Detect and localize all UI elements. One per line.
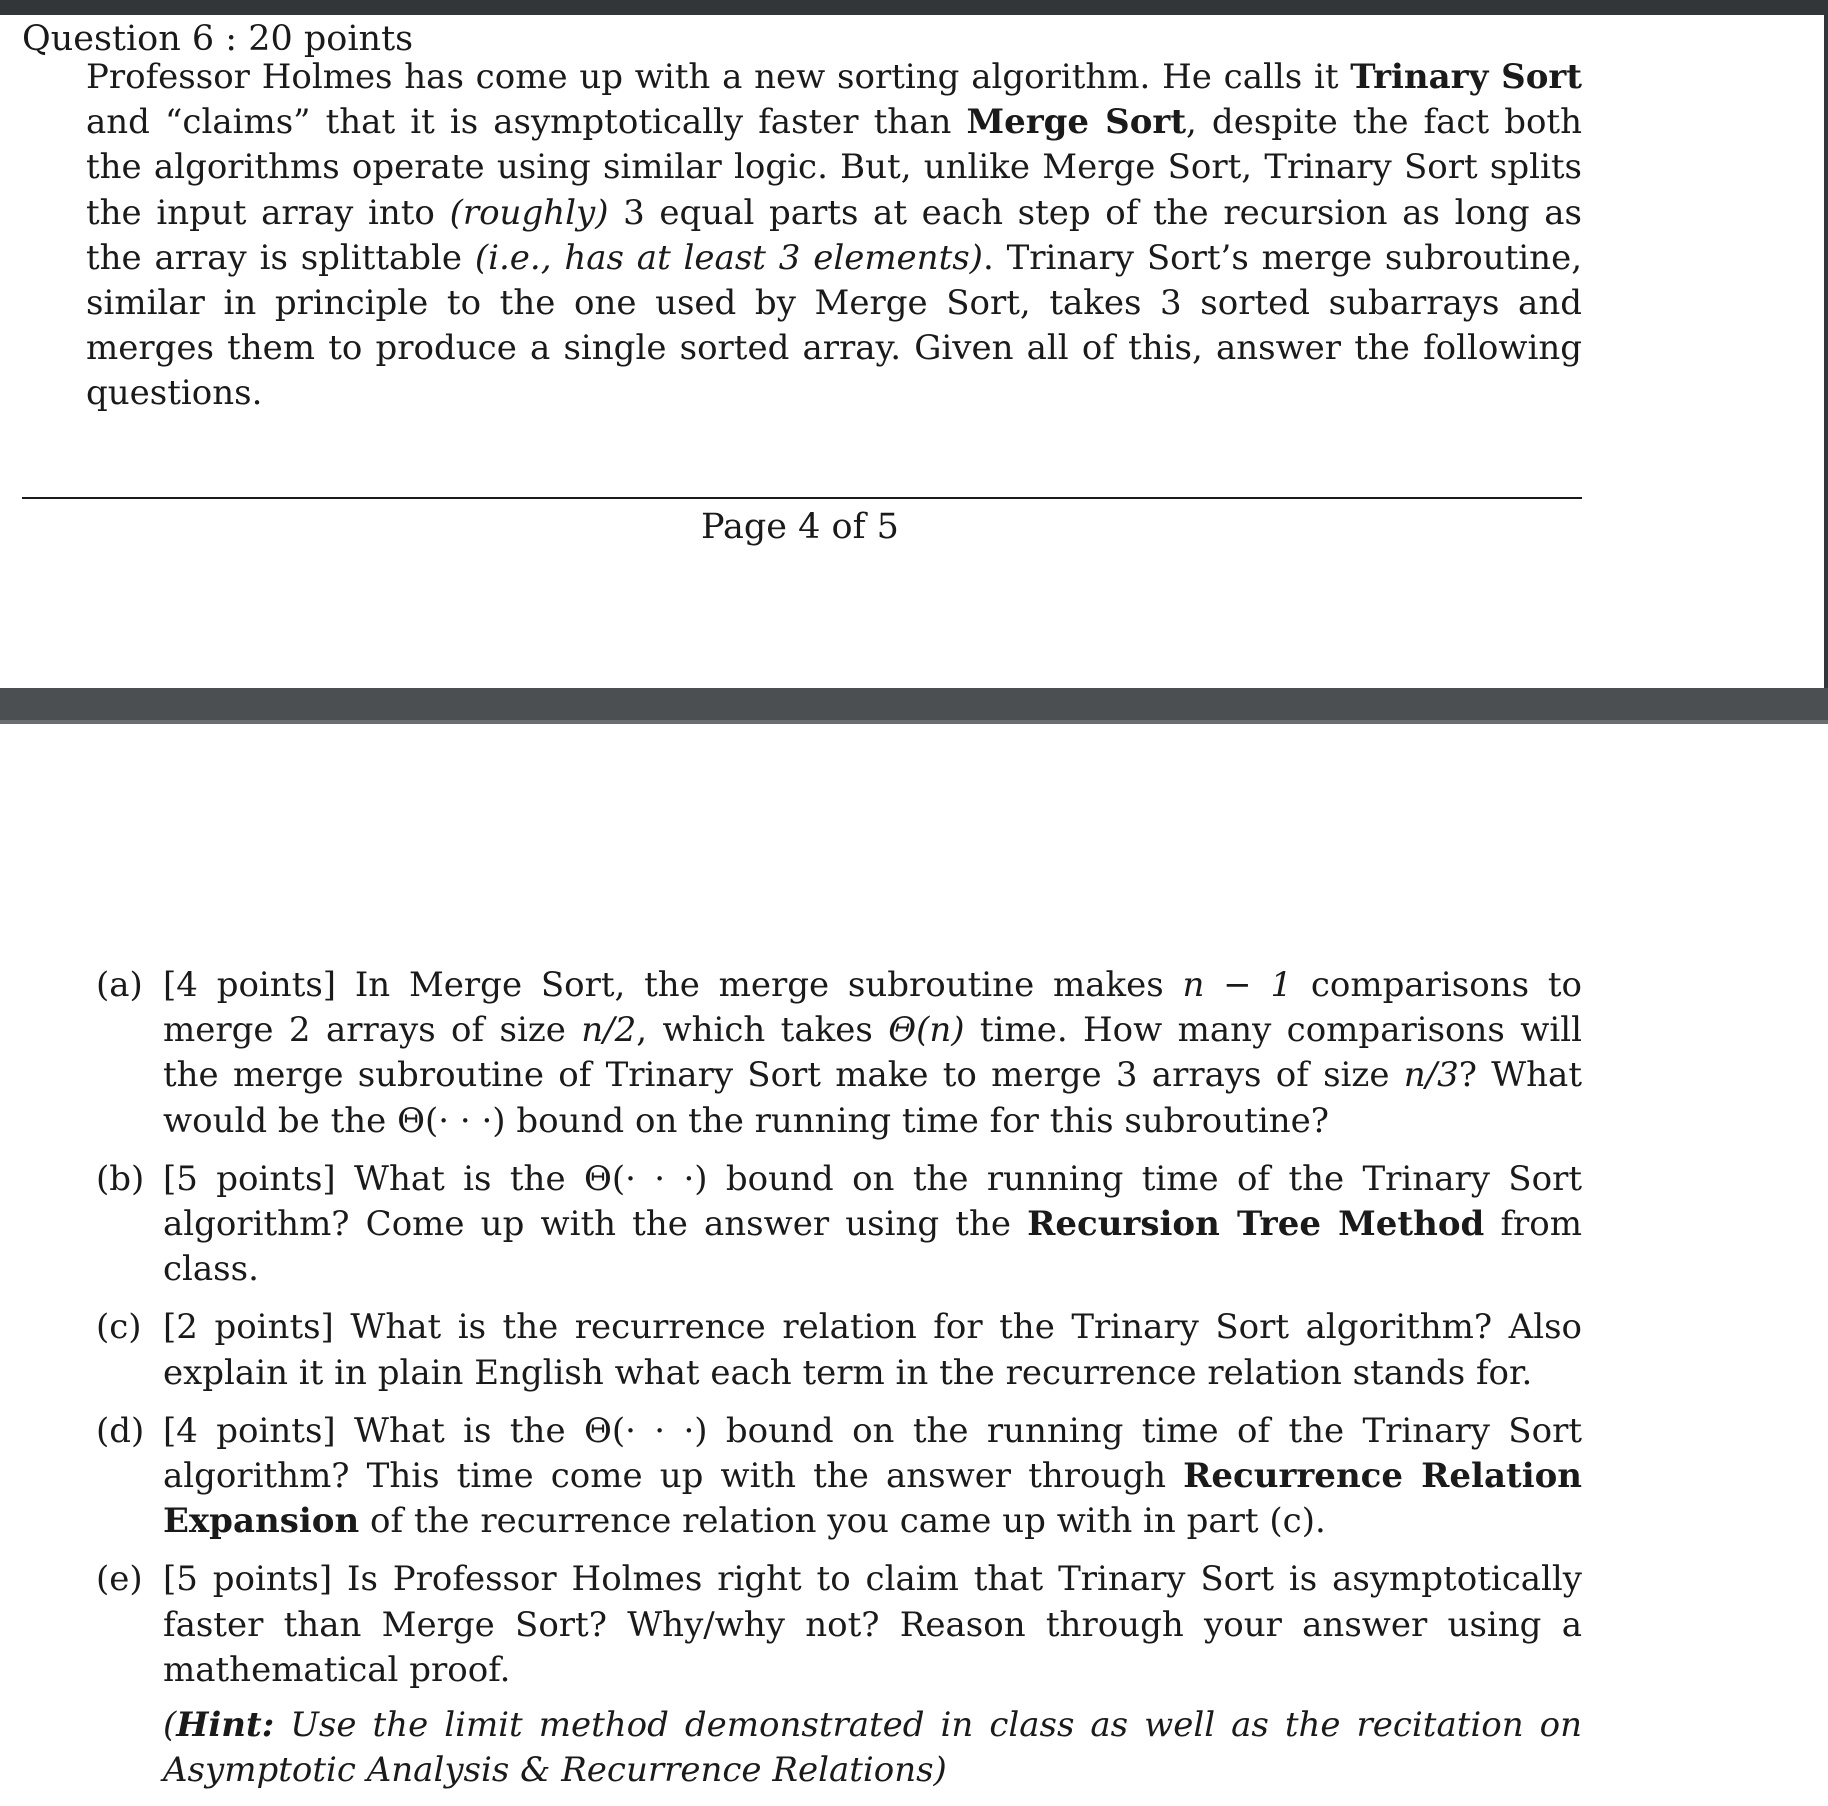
document-page-4 (0, 15, 1824, 688)
page-separator (0, 688, 1828, 724)
math-expression: Θ(· · ·) (583, 1158, 708, 1199)
question-intro (86, 55, 1582, 417)
part-b (0, 1157, 1582, 1293)
math-expression: n/3 (1403, 1055, 1459, 1096)
intro-text: . Trinary Sort’s merge subroutine, similar in principle to the one used by Merge Sort, takes 3 sorted subarrays and merges them to produce a single sorted array. Given all of this, answer the following questions. (86, 237, 1583, 414)
roughly-italic: (roughly) (449, 192, 609, 233)
part-text: of the recurrence relation you came up with in part (c). (359, 1501, 1326, 1542)
part-text: from class. (163, 1204, 1582, 1290)
part-text: ? What would be the (163, 1055, 1582, 1141)
hint-text: Use the limit method demonstrated in class as well as the recitation on Asymptotic Analysis & Recurrence Relations) (163, 1705, 1582, 1791)
intro-text: and “claims” that it is asymptotically faster than (86, 102, 967, 143)
viewer-top-bar (0, 0, 1828, 15)
part-text: bound on the running time for this subroutine? (505, 1100, 1329, 1141)
question-parts (0, 963, 1600, 1806)
math-expression: n/2 (581, 1010, 637, 1051)
math-expression: Θ(· · ·) (583, 1410, 708, 1451)
part-text: time. How many comparisons will the merge subroutine of Trinary Sort make to merge 3 arrays of size (163, 1010, 1582, 1096)
hint-paren: ( (163, 1705, 177, 1746)
hint-note (163, 1703, 1582, 1793)
part-text: [2 points] What is the recurrence relation for the Trinary Sort algorithm? Also explain it in plain English what each term in the recurrence relation stands for. (163, 1307, 1582, 1393)
part-e (0, 1557, 1582, 1793)
part-label: (e) (96, 1559, 143, 1600)
merge-sort-term: Merge Sort (966, 102, 1187, 143)
part-label: (a) (96, 965, 143, 1005)
recursion-tree-term: Recursion Tree Method (1027, 1204, 1485, 1245)
intro-text: , despite the fact both the algorithms operate using similar logic. But, unlike Merge Sort, Trinary Sort splits the input array into (86, 102, 1582, 233)
part-a (0, 963, 1582, 1144)
hint-label: Hint: (176, 1705, 275, 1746)
math-expression: Θ(· · ·) (397, 1100, 506, 1141)
part-text: , which takes (636, 1010, 889, 1051)
splittable-note: (i.e., has at least 3 elements) (474, 237, 983, 278)
recurrence-expansion-term: Recurrence Relation Expansion (163, 1456, 1583, 1542)
question-header: Question 6 : 20 points (22, 19, 414, 59)
intro-text: 3 equal parts at each step of the recursion as long as the array is splittable (86, 192, 1582, 278)
part-text: [4 points] In Merge Sort, the merge subroutine makes (163, 965, 1183, 1005)
part-d (0, 1409, 1582, 1545)
page-number: Page 4 of 5 (701, 507, 899, 547)
viewer-scroll-gutter (1824, 0, 1828, 690)
intro-text: Professor Holmes has come up with a new sorting algorithm. He calls it (86, 57, 1351, 97)
part-text: [5 points] What is the (163, 1158, 584, 1199)
math-expression: Θ(n) (888, 1010, 965, 1051)
part-text: bound on the running time of the Trinary Sort algorithm? This time come up with the answer through (163, 1410, 1582, 1497)
part-label: (c) (96, 1307, 142, 1348)
math-expression: n − 1 (1182, 965, 1293, 1005)
part-text: [4 points] What is the (163, 1410, 584, 1451)
part-text: comparisons to merge 2 arrays of size (163, 965, 1582, 1051)
part-text: bound on the running time of the Trinary Sort algorithm? Come up with the answer using the (163, 1158, 1582, 1245)
part-text: [5 points] Is Professor Holmes right to claim that Trinary Sort is asymptotically faster than Merge Sort? Why/why not? Reason through your answer using a mathematical proof. (163, 1559, 1582, 1690)
part-label: (b) (96, 1158, 145, 1199)
part-c (0, 1305, 1582, 1395)
part-label: (d) (96, 1410, 145, 1451)
trinary-sort-term: Trinary Sort (1350, 57, 1583, 97)
document-page-5 (0, 724, 1824, 1791)
